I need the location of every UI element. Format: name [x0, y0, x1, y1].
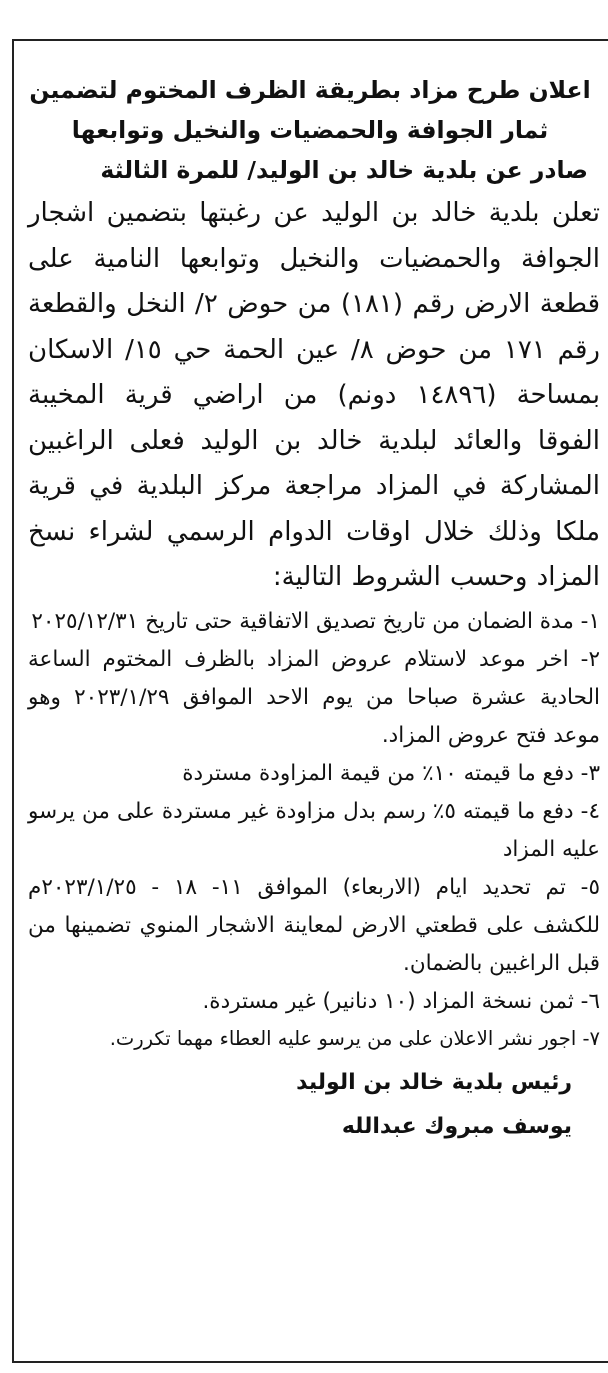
title-line-2: ثمار الجوافة والحمضيات والنخيل وتوابعها — [71, 116, 549, 144]
announcement-title — [28, 70, 600, 190]
condition-1: ١- مدة الضمان من تاريخ تصديق الاتفاقية حتى تاريخ ٢٠٢٥/١٢/٣١ — [31, 608, 600, 634]
condition-2: ٢- اخر موعد لاستلام عروض المزاد بالظرف المختوم الساعة الحادية عشرة صباحا من يوم الاحد الموافق ٢٠٢٣/١/٢٩ وهو موعد فتح عروض المزاد. — [28, 646, 600, 748]
condition-4: ٤- دفع ما قيمته ٥٪ رسم بدل مزاودة غير مستردة على من يرسو عليه المزاد — [28, 798, 601, 862]
condition-3: ٣- دفع ما قيمته ١٠٪ من قيمة المزاودة مستردة — [182, 760, 600, 786]
announcement-content — [28, 70, 600, 1149]
intro-paragraph: تعلن بلدية خالد بن الوليد عن رغبتها بتضمين اشجار الجوافة والحمضيات والنخيل وتوابعها النامية على قطعة الارض رقم (١٨١) من حوض ٢/ النخل والقطعة رقم ١٧١ من حوض ٨/ عين الحمة حي ١٥/ الاسكان بمساحة (١٤٨٩٦ دونم) من اراضي قرية المخيبة الفوقا والعائد لبلدية خالد بن الوليد فعلى الراغبين المشاركة في المزاد مراجعة مركز البلدية في قرية ملكا وذلك خلال اوقات الدوام الرسمي لشراء نسخ المزاد وحسب الشروط التالية: — [28, 198, 601, 592]
signature-name: يوسف مبروك عبدالله — [341, 1113, 572, 1139]
title-line-3: صادر عن بلدية خالد بن الوليد/ للمرة الثالثة — [100, 156, 588, 184]
condition-7: ٧- اجور نشر الاعلان على من يرسو عليه العطاء مهما تكررت. — [109, 1026, 600, 1050]
signature-title: رئيس بلدية خالد بن الوليد — [296, 1069, 572, 1095]
title-line-1: اعلان طرح مزاد بطريقة الظرف المختوم لتضمين — [29, 76, 591, 104]
condition-6: ٦- ثمن نسخة المزاد (١٠ دنانير) غير مستردة. — [202, 988, 600, 1014]
condition-5: ٥- تم تحديد ايام (الاربعاء) الموافق ١١- ١٨ - ٢٠٢٣/١/٢٥م للكشف على قطعتي الارض لمعاينة الاشجار المنوي تضمينها من قبل الراغبين بالضمان. — [28, 874, 601, 976]
